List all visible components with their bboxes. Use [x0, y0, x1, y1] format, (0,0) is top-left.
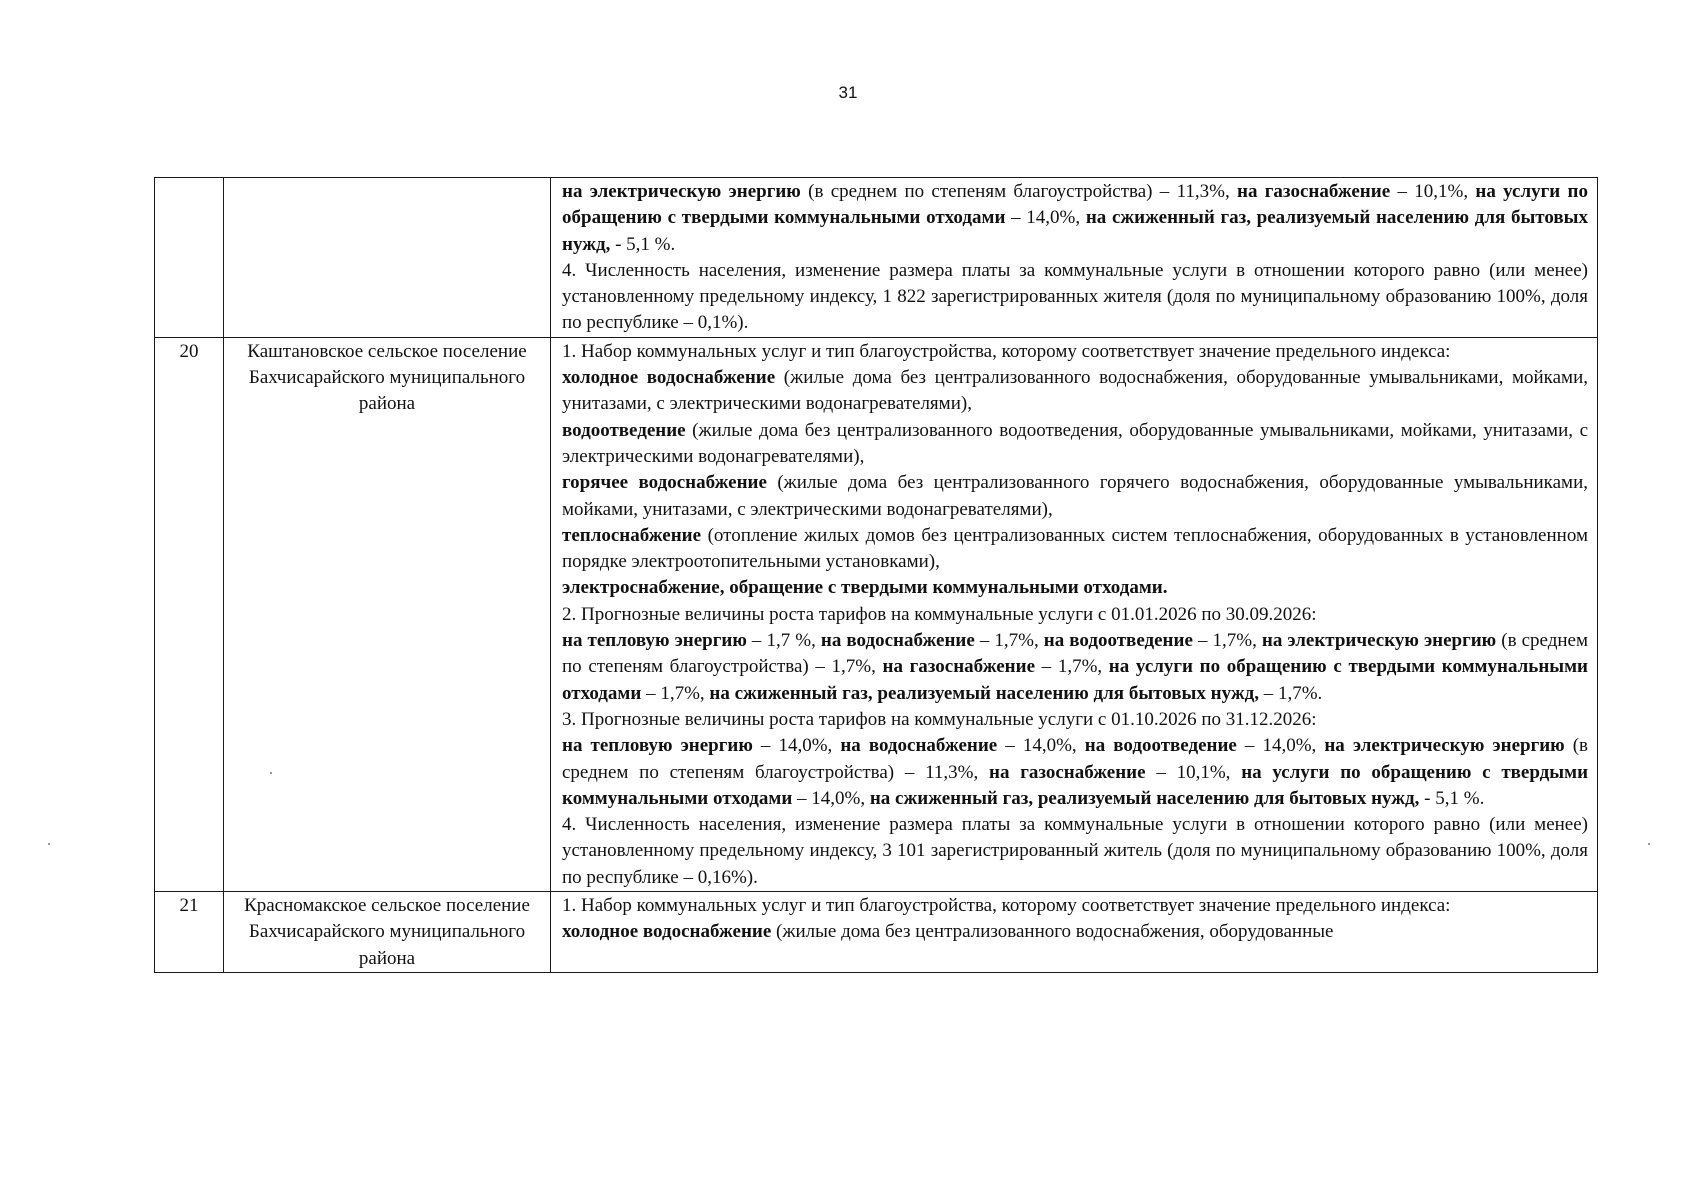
- bold-text-run: на услуги по обращению с твердыми коммунальными отходами: [562, 656, 1588, 704]
- description-paragraph: [562, 893, 1588, 919]
- table-row-20: [155, 337, 1598, 891]
- text-run: – 14,0%,: [1005, 207, 1086, 229]
- bold-text-run: холодное водоснабжение: [562, 921, 772, 943]
- text-run: (в среднем по степеням благоустройства) – 11,3%,: [800, 181, 1238, 202]
- bold-text-run: на электрическую энергию: [1261, 630, 1497, 652]
- text-run: 3. Прогнозные величины роста тарифов на коммунальные услуги с 01.10.2026 по 31.12.2026:: [562, 708, 1317, 730]
- text-run: – 14,0%,: [752, 735, 841, 757]
- settlement-name-cell: [224, 178, 551, 338]
- bold-text-run: на водоснабжение: [820, 630, 975, 652]
- text-run: – 14,0%,: [792, 787, 870, 809]
- bold-text-run: холодное водоснабжение: [562, 367, 776, 389]
- text-run: - 5,1 %.: [1419, 787, 1485, 809]
- bold-text-run: электроснабжение, обращение с твердыми коммунальными отходами.: [562, 577, 1168, 599]
- text-run: – 1,7%.: [1258, 682, 1323, 704]
- bold-text-run: на электрическую энергию: [562, 181, 801, 202]
- text-run: 1. Набор коммунальных услуг и тип благоустройства, которому соответствует значение предельного индекса:: [562, 895, 1451, 917]
- text-run: (жилые дома без централизованного водоснабжения, оборудованные: [771, 921, 1334, 943]
- description-paragraph: [562, 919, 1588, 945]
- bold-text-run: водоотведение: [562, 419, 686, 441]
- text-run: (в среднем по степеням благоустройства) – 1,7%,: [562, 630, 1589, 678]
- description-cell: [551, 337, 1598, 891]
- text-run: – 10,1%,: [1145, 761, 1242, 783]
- description-paragraph: [562, 707, 1588, 733]
- text-run: (в среднем по степеням благоустройства) – 11,3%,: [562, 735, 1589, 783]
- settlement-name-cell: Красномакское сельское поселение Бахчисарайского муниципального района: [224, 892, 551, 973]
- bold-text-run: на тепловую энергию: [562, 630, 747, 652]
- description-paragraph: [562, 523, 1588, 576]
- bold-text-run: горячее водоснабжение: [562, 472, 767, 494]
- text-run: (жилые дома без централизованного горячего водоснабжения, оборудованные умывальниками, мойками, унитазами, с электрическими водонагревателями),: [562, 472, 1588, 520]
- text-run: 2. Прогнозные величины роста тарифов на коммунальные услуги с 01.01.2026 по 30.09.2026:: [562, 603, 1317, 625]
- tariff-table: [154, 177, 1598, 973]
- bold-text-run: на водоотведение: [1084, 735, 1237, 757]
- table-row-continuation: [155, 178, 1598, 338]
- description-cell: [551, 178, 1598, 338]
- description-paragraph: [562, 602, 1588, 628]
- text-run: – 14,0%,: [1236, 735, 1325, 757]
- text-run: – 1,7%,: [974, 630, 1044, 652]
- description-paragraph: [562, 470, 1588, 523]
- text-run: – 1,7%,: [641, 682, 710, 704]
- bold-text-run: на сжиженный газ, реализуемый населению для бытовых нужд,: [562, 207, 1589, 255]
- bold-text-run: на газоснабжение: [1237, 181, 1391, 202]
- text-run: – 14,0%,: [997, 735, 1085, 757]
- bold-text-run: на услуги по обращению с твердыми коммунальными отходами: [562, 761, 1589, 809]
- bold-text-run: на газоснабжение: [882, 656, 1035, 678]
- scan-speck: [48, 843, 50, 845]
- bold-text-run: теплоснабжение: [562, 524, 702, 546]
- text-run: (отопление жилых домов без централизованных систем теплоснабжения, оборудованных в установленном порядке электроотопительными установками),: [562, 524, 1588, 573]
- text-run: - 5,1 %.: [610, 233, 676, 255]
- scan-speck: [1648, 843, 1650, 845]
- description-paragraph: [562, 418, 1588, 471]
- description-paragraph: [562, 339, 1588, 365]
- text-run: – 1,7%,: [1192, 630, 1262, 652]
- text-run: 1. Набор коммунальных услуг и тип благоустройства, которому соответствует значение предельного индекса:: [562, 340, 1451, 362]
- description-paragraph: [562, 575, 1588, 601]
- text-run: – 10,1%,: [1390, 181, 1476, 202]
- page-number: 31: [838, 83, 858, 102]
- settlement-name-cell: Каштановское сельское поселение Бахчисарайского муниципального района: [224, 337, 551, 891]
- bold-text-run: на тепловую энергию: [562, 735, 753, 757]
- description-paragraph: [562, 628, 1588, 707]
- text-run: – 1,7%,: [1035, 656, 1109, 678]
- bold-text-run: на электрическую энергию: [1324, 735, 1565, 757]
- scan-speck: [270, 772, 272, 774]
- description-paragraph: [562, 365, 1588, 418]
- bold-text-run: на сжиженный газ, реализуемый населению для бытовых нужд,: [869, 787, 1420, 809]
- text-run: 4. Численность населения, изменение размера платы за коммунальные услуги в отношении которого равно (или менее) установленному предельному индексу, 3 101 зарегистрированный житель (доля по муниципальному образованию 100%, доля по республике – 0,16%).: [562, 814, 1588, 888]
- bold-text-run: на сжиженный газ, реализуемый населению для бытовых нужд,: [709, 682, 1259, 704]
- table-row-21: [155, 892, 1598, 973]
- bold-text-run: на услуги по обращению с твердыми коммунальными отходами: [562, 181, 1588, 229]
- bold-text-run: на газоснабжение: [989, 761, 1146, 783]
- description-cell: [551, 892, 1598, 973]
- description-paragraph: [562, 258, 1588, 337]
- row-number-cell: 20: [155, 337, 224, 891]
- row-number-cell: [155, 178, 224, 338]
- text-run: (жилые дома без централизованного водоотведения, оборудованные умывальниками, мойками, унитазами, с электрическими водонагревателями),: [562, 419, 1588, 467]
- row-number-cell: 21: [155, 892, 224, 973]
- bold-text-run: на водоотведение: [1043, 630, 1193, 652]
- text-run: – 1,7 %,: [746, 630, 821, 652]
- text-run: (жилые дома без централизованного водоснабжения, оборудованные умывальниками, мойками, унитазами, с электрическими водонагревателями),: [562, 367, 1588, 415]
- description-paragraph: [562, 812, 1588, 891]
- description-paragraph: [562, 733, 1588, 812]
- bold-text-run: на водоснабжение: [840, 735, 998, 757]
- text-run: 4. Численность населения, изменение размера платы за коммунальные услуги в отношении которого равно (или менее) установленному предельному индексу, 1 822 зарегистрированных жителя (доля по муниципальному образованию 100%, доля по республике – 0,1%).: [562, 259, 1588, 334]
- description-paragraph: [562, 179, 1588, 258]
